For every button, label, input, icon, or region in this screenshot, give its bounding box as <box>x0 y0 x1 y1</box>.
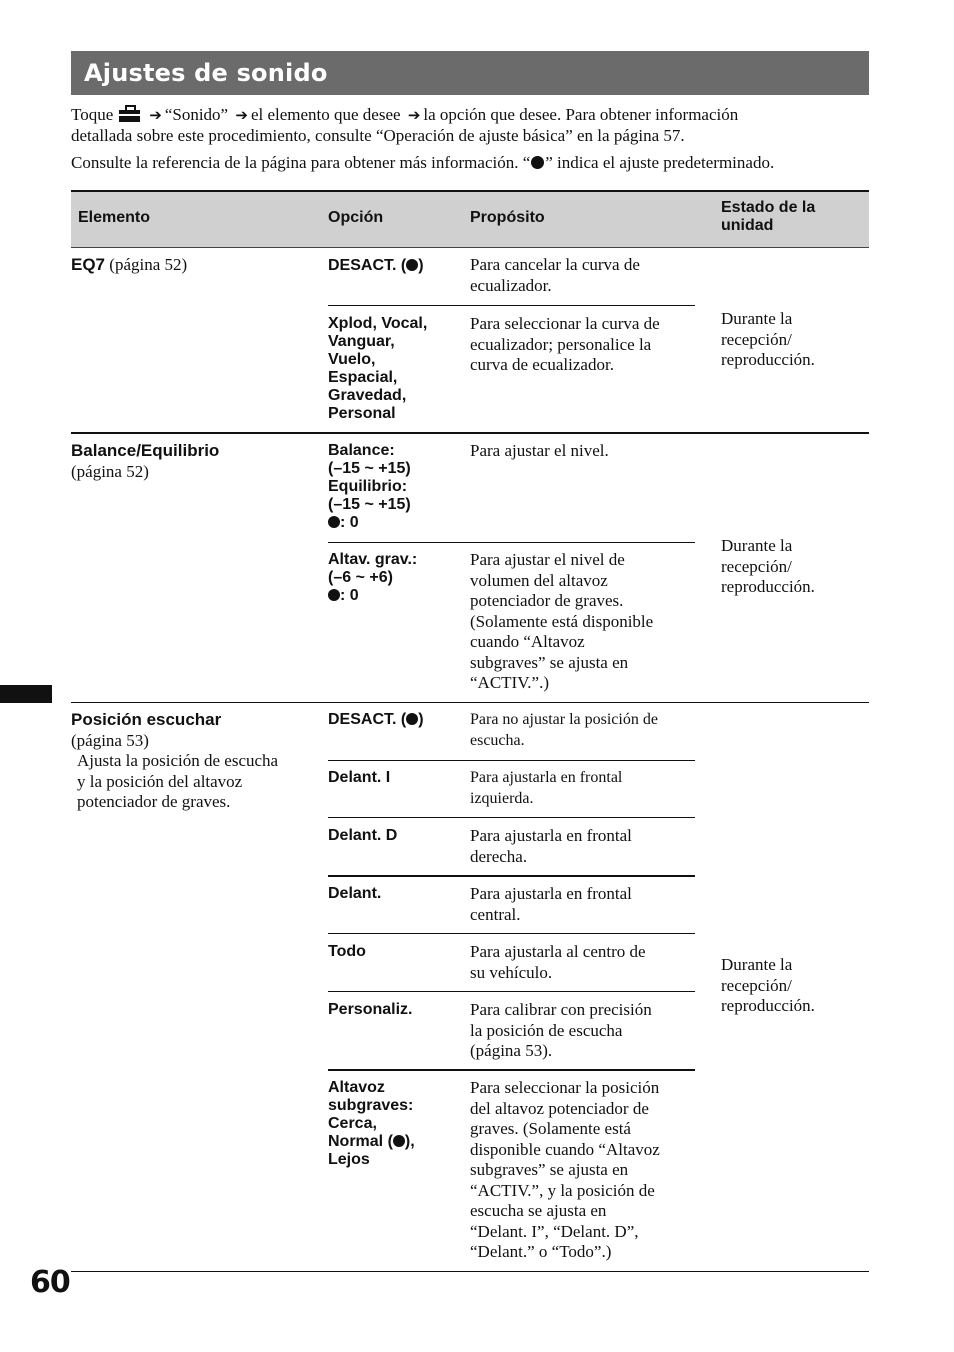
state-text: recepción/ <box>721 329 792 349</box>
purpose-text: ecualizador; personalice la <box>470 334 652 354</box>
arrow-right-icon: ➔ <box>235 106 248 124</box>
intro-text: “Sonido” <box>164 105 229 124</box>
purpose-text: Para ajustarla al centro de <box>470 942 646 961</box>
purpose-text: del altavoz potenciador de <box>470 1098 649 1118</box>
default-dot-icon <box>328 589 340 601</box>
option-front-left <box>328 769 390 787</box>
state-text: Durante la <box>721 955 793 974</box>
intro-paragraph <box>71 105 871 146</box>
unit-state <box>721 955 861 1017</box>
purpose-text: Para cancelar la curva de <box>470 255 640 274</box>
option-text: Gravedad, <box>328 387 407 404</box>
description-text: Ajusta la posición de escucha <box>77 751 279 770</box>
option-text: DESACT. ( <box>328 711 407 728</box>
purpose-cell <box>470 710 658 751</box>
option-text: : 0 <box>340 514 359 531</box>
option-subwoofer <box>328 1079 415 1169</box>
page-reference: (página 53) <box>71 730 149 750</box>
option-text: (–15 ~ +15) <box>328 496 411 513</box>
option-text: Cerca, <box>328 1115 377 1132</box>
option-text: Delant. D <box>328 827 398 844</box>
purpose-text: escucha se ajusta en <box>470 1201 607 1220</box>
intro-text: el elemento que desee <box>250 105 401 124</box>
purpose-text: central. <box>470 904 521 924</box>
option-text: Equilibrio: <box>328 478 408 495</box>
purpose-text: subgraves” se ajusta en <box>470 652 629 672</box>
option-text: Personal <box>328 405 396 422</box>
purpose-text: Para ajustarla en frontal <box>470 826 632 845</box>
state-text: recepción/ <box>721 975 792 995</box>
group-divider <box>71 432 869 434</box>
state-text: Durante la <box>721 309 793 328</box>
option-text: (–15 ~ +15) <box>328 460 411 477</box>
section-title: Ajustes de sonido <box>71 51 869 95</box>
purpose-text: cuando “Altavoz <box>470 632 585 651</box>
purpose-text: disponible cuando “Altavoz <box>470 1139 660 1159</box>
purpose-text: “ACTIV.”, y la posición de <box>470 1180 655 1200</box>
page-reference: (página 52) <box>71 461 149 481</box>
option-balance <box>328 442 411 532</box>
state-text: reproducción. <box>721 577 815 596</box>
element-eq7 <box>71 255 187 276</box>
option-text: : 0 <box>340 587 359 604</box>
row-divider <box>328 305 695 306</box>
option-text: Balance: <box>328 442 395 459</box>
intro-text: ” indica el ajuste predeterminado. <box>545 153 775 172</box>
intro-text: detallada sobre este procedimiento, consulte “Operación de ajuste básica” en la página 57. <box>71 125 685 145</box>
option-text: Xplod, Vocal, <box>328 315 428 332</box>
purpose-cell <box>470 1000 652 1062</box>
element-name: Balance/Equilibrio <box>71 441 220 460</box>
purpose-cell <box>470 441 609 462</box>
header-purpose: Propósito <box>470 209 545 226</box>
element-name: Posición escuchar <box>71 710 222 729</box>
arrow-right-icon: ➔ <box>407 106 421 124</box>
toolbox-icon <box>119 105 140 122</box>
element-balance <box>71 441 219 482</box>
element-name: EQ7 <box>71 255 106 274</box>
option-text: Vanguar, <box>328 333 395 350</box>
default-dot-icon <box>328 516 340 528</box>
description-text: y la posición del altavoz <box>77 771 243 791</box>
header-state <box>721 199 815 235</box>
purpose-text: Para seleccionar la posición <box>470 1078 660 1097</box>
section-tab-marker <box>0 685 52 703</box>
purpose-text: ecualizador. <box>470 275 552 295</box>
state-text: reproducción. <box>721 350 815 369</box>
unit-state <box>721 536 861 598</box>
page-number: 60 <box>30 1265 70 1300</box>
header-element: Elemento <box>78 209 151 226</box>
purpose-cell <box>470 314 660 376</box>
option-listening-off <box>328 711 424 729</box>
option-eq-presets <box>328 315 427 423</box>
option-custom <box>328 1001 412 1019</box>
option-text: Todo <box>328 943 366 960</box>
option-text: subgraves: <box>328 1097 414 1114</box>
option-text: Vuelo, <box>328 351 376 368</box>
table-header <box>71 192 869 248</box>
arrow-right-icon: ➔ <box>149 106 162 124</box>
purpose-text: subgraves” se ajusta en <box>470 1160 629 1179</box>
page-reference: (página 52) <box>105 255 188 274</box>
element-listening-position <box>71 710 316 813</box>
element-description <box>71 751 316 813</box>
row-divider <box>328 542 695 543</box>
state-text: Durante la <box>721 536 793 555</box>
purpose-cell <box>470 550 653 694</box>
option-bass-level <box>328 551 417 605</box>
row-divider <box>328 875 695 877</box>
intro-note <box>71 153 871 174</box>
purpose-text: “Delant.” o “Todo”.) <box>470 1242 612 1261</box>
purpose-text: curva de ecualizador. <box>470 355 614 374</box>
purpose-text: derecha. <box>470 846 528 866</box>
option-text: Altavoz <box>328 1079 385 1096</box>
default-dot-icon <box>406 259 418 271</box>
option-text: Delant. I <box>328 769 391 786</box>
row-divider <box>328 991 695 992</box>
purpose-text: la posición de escucha <box>470 1020 623 1040</box>
purpose-cell <box>470 768 622 809</box>
purpose-cell <box>470 1078 660 1263</box>
option-text: Delant. <box>328 885 382 902</box>
purpose-text: su vehículo. <box>470 962 553 982</box>
option-text: Personaliz. <box>328 1001 413 1018</box>
purpose-cell <box>470 255 640 296</box>
header-option: Opción <box>328 209 384 226</box>
row-divider <box>328 933 695 934</box>
option-text: Altav. grav.: <box>328 551 418 568</box>
default-dot-icon <box>531 156 544 169</box>
purpose-text: escucha. <box>470 731 525 749</box>
intro-text: Toque <box>71 105 114 124</box>
row-divider <box>328 817 695 818</box>
row-divider <box>328 760 695 761</box>
unit-state <box>721 309 861 371</box>
option-text: (–6 ~ +6) <box>328 569 393 586</box>
option-text: DESACT. ( <box>328 257 407 274</box>
option-all <box>328 943 366 961</box>
purpose-text: “ACTIV.”.) <box>470 673 549 692</box>
purpose-cell <box>470 942 646 983</box>
purpose-cell <box>470 884 632 925</box>
purpose-text: (Solamente está disponible <box>470 611 654 631</box>
purpose-text: graves. (Solamente está <box>470 1119 631 1138</box>
header-state-line: Estado de la <box>721 199 816 216</box>
group-divider <box>71 702 869 703</box>
footer-rule <box>71 1271 869 1272</box>
option-text: Espacial, <box>328 369 398 386</box>
purpose-text: Para ajustarla en frontal <box>470 769 623 786</box>
purpose-text: Para ajustar el nivel de <box>470 550 625 569</box>
purpose-text: Para ajustarla en frontal <box>470 884 632 903</box>
option-text: ), <box>404 1133 415 1150</box>
purpose-text: Para no ajustar la posición de <box>470 711 658 728</box>
row-divider <box>328 1069 695 1071</box>
default-dot-icon <box>406 713 418 725</box>
default-dot-icon <box>393 1135 405 1147</box>
purpose-text: Para calibrar con precisión <box>470 1000 652 1019</box>
purpose-text: “Delant. I”, “Delant. D”, <box>470 1221 639 1241</box>
option-text: ) <box>418 257 424 274</box>
purpose-cell <box>470 826 632 867</box>
purpose-text: potenciador de graves. <box>470 591 624 610</box>
option-front-right <box>328 827 397 845</box>
description-text: potenciador de graves. <box>77 792 231 811</box>
option-text: Lejos <box>328 1151 370 1168</box>
purpose-text: Para ajustar el nivel. <box>470 441 609 460</box>
option-text: ) <box>418 711 424 728</box>
option-text: Normal ( <box>328 1133 393 1150</box>
intro-text: Consulte la referencia de la página para obtener más información. “ <box>71 153 531 172</box>
header-state-line: unidad <box>721 217 774 234</box>
intro-text: la opción que desee. Para obtener información <box>423 105 739 124</box>
state-text: recepción/ <box>721 556 792 576</box>
purpose-text: Para seleccionar la curva de <box>470 314 660 333</box>
option-front-center <box>328 885 381 903</box>
purpose-text: volumen del altavoz <box>470 570 608 590</box>
state-text: reproducción. <box>721 996 815 1015</box>
purpose-text: izquierda. <box>470 789 534 807</box>
purpose-text: (página 53). <box>470 1041 553 1060</box>
option-desact <box>328 257 424 275</box>
